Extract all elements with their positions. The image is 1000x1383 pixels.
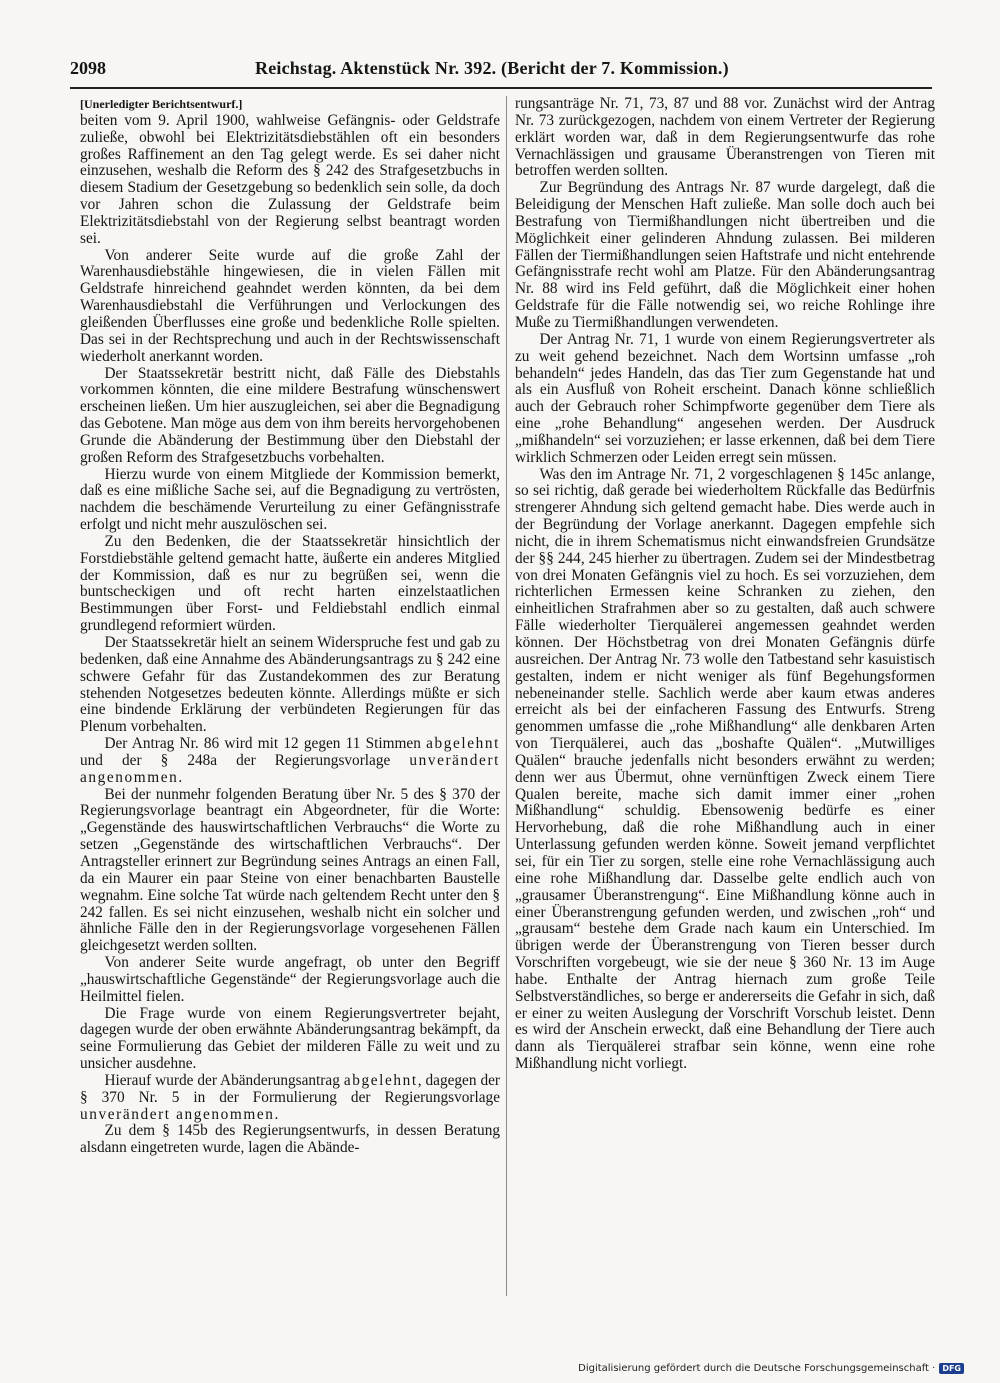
- paragraph: Von anderer Seite wurde angefragt, ob unter den Begriff „hauswirtschaftliche Gegenstände“ der Regierungsvorlage auch die Heilmittel fielen.: [80, 954, 500, 1005]
- vote-paragraph: Der Antrag Nr. 86 wird mit 12 gegen 11 Stimmen abgelehnt und der § 248a der Regierungsvorlage unverändert angenommen.: [80, 735, 500, 786]
- column-divider: [506, 96, 507, 1296]
- paragraph: Die Frage wurde von einem Regierungsvertreter bejaht, dagegen wurde der oben erwähnte Abänderungsantrag bekämpft, da seine Formulierung das Gebiet der milderen Fälle zu weit und zu unsicher ausdehne.: [80, 1004, 500, 1073]
- page-header: [70, 58, 932, 86]
- rejected-paragraph: Hierauf wurde der Abänderungsantrag abgelehnt, dagegen der § 370 Nr. 5 in der Formulierung der Regierungsvorlage unverändert angenommen.: [80, 1071, 500, 1123]
- paragraph: rungsanträge Nr. 71, 73, 87 und 88 vor. Zunächst wird der Antrag Nr. 73 zurückgezogen, nachdem von einem Vertreter der Regierung erklärt worden war, daß in dem Regierungsentwurfe das rohe Vernachlässigen und grausame Überanstrengen von Tieren mit betroffen werden sollten.: [515, 95, 935, 180]
- running-head: Reichstag. Aktenstück Nr. 392. (Bericht der 7. Kommission.): [255, 58, 729, 78]
- spaced-text: unverändert angenommen: [80, 751, 500, 786]
- paragraph: Hierzu wurde von einem Mitgliede der Kommission bemerkt, daß es eine mißliche Sache sei, auf die Begnadigung zu vertrösten, nachdem die beschämende Verurteilung zu einer Gefängnisstrafe erfolgt und nicht mehr auszulöschen sei.: [80, 465, 500, 534]
- paragraph: Zu den Bedenken, die der Staatssekretär hinsichtlich der Forstdiebstähle geltend gemacht hatte, äußerte ein anderes Mitglied der Kommission, daß es nur zu begrüßen sei, wenn die buntscheckigen und oft recht harten einzelstaatlichen Bestimmungen über Forst- und Feldiebstahl endlich einmal grundlegend reformiert würden.: [80, 532, 500, 635]
- right-column: [515, 96, 935, 1073]
- spaced-text: abgelehnt: [343, 1071, 418, 1089]
- spaced-text: unverändert angenommen: [80, 1105, 275, 1123]
- paragraph: Der Staatssekretär hielt an seinem Widerspruche fest und gab zu bedenken, daß eine Annahme des Abänderungsantrags zu § 242 eine schwere Gefahr für das Zustandekommen des zur Beratung stehenden Notgesetzes bedeuten könnte. Allerdings müßte er sich eine bindende Erklärung der verbündeten Regierungen für das Plenum vorbehalten.: [80, 634, 500, 736]
- paragraph: Der Antrag Nr. 71, 1 wurde von einem Regierungsvertreter als zu weit gehend bezeichnet. Nach dem Wortsinn umfasse „roh behandeln“ jedes Handeln, das das Tier zum Gegenstande hat und als ein Ausfluß von Roheit erscheint. Danach könne schließlich auch der Gebrauch roher Schimpfworte gegenüber dem Tiere als eine „rohe Behandlung“ angesehen werden. Der Ausdruck „mißhandeln“ sei vorzuziehen; er lasse erkennen, daß bei dem Tiere wirklich Schmerzen oder Leiden erregt sein müssen.: [515, 330, 935, 466]
- paragraph: Der Staatssekretär bestritt nicht, daß Fälle des Diebstahls vorkommen könnten, die eine mildere Bestrafung wünschenswert erscheinen ließen. Um hier auszugleichen, sei aber die Begnadigung das Gebotene. Man möge aus dem von ihm bereits hervorgehobenen Grunde die Abänderung der Bestimmung über den Diebstahl der großen Reform des Strafgesetzbuchs vorbehalten.: [80, 364, 500, 466]
- digitization-credit: [578, 1363, 964, 1374]
- paragraph: Zu dem § 145b des Regierungsentwurfs, in dessen Beratung alsdann eingetreten wurde, lagen die Abände-: [80, 1122, 500, 1157]
- paragraph: beiten vom 9. April 1900, wahlweise Gefängnis- oder Geldstrafe zuließe, obwohl bei Elektrizitätsdiebstählen oft ein besonders großes Raffinement an den Tag gelegt werde. Es sei daher nicht einzusehen, weshalb die Reform des § 242 des Strafgesetzbuchs in diesem Stadium der Gesetzgebung so bedenklich sein solle, da doch vor Jahren schon die Zulassung der Geldstrafe beim Elektrizitätsdiebstahl von der Regierung selbst beantragt worden sei.: [80, 111, 500, 247]
- draft-label: [Unerledigter Berichtsentwurf.]: [80, 97, 243, 111]
- left-column: [80, 96, 500, 1157]
- paragraph: Bei der nunmehr folgenden Beratung über Nr. 5 des § 370 der Regierungsvorlage beantragt ein Abgeordneter, für die Worte: „Gegenstände des hauswirtschaftlichen Verbrauchs“ die Worte zu setzen „Gegenstände des wirtschaftlichen Verbrauchs“. Der Antragsteller erinnert zur Begründung seines Antrags an einen Fall, da ein Maurer ein paar Steine von einer benachbarten Baustelle wegnahm. Eine solche Tat würde nach geltendem Recht unter den § 242 fallen. Es sei nicht einzusehen, weshalb nicht ein solcher und ähnliche Fälle den in der Regierungsvorlage vorgesehenen Fällen gleichgesetzt werden sollten.: [80, 785, 500, 955]
- page-number: 2098: [70, 58, 106, 78]
- paragraph: Zur Begründung des Antrags Nr. 87 wurde dargelegt, daß die Beleidigung der Menschen Haft zuließe. Man solle doch auch bei Bestrafung von Tiermißhandlungen nicht übertreiben und die Möglichkeit einer gelinderen Ahndung zulassen. Bei milderen Fällen der Tiermißhandlungen seien Haftstrafe und nicht entehrende Gefängnisstrafe recht wohl am Platze. Für den Abänderungsantrag Nr. 88 wird ins Feld geführt, daß die Möglichkeit einer hohen Geldstrafe für die Fälle notwendig sei, wo reiche Rohlinge ihre Muße zu Tiermißhandlungen verwendeten.: [515, 179, 935, 331]
- spaced-text: abgelehnt: [426, 735, 500, 753]
- dfg-logo-icon: DFG: [939, 1363, 964, 1374]
- credit-text: Digitalisierung gefördert durch die Deutsche Forschungsgemeinschaft ·: [578, 1363, 936, 1374]
- paragraph: Was den im Antrage Nr. 71, 2 vorgeschlagenen § 145c anlange, so sei richtig, daß gerade bei wiederholtem Rückfalle das Bedürfnis strengerer Ahndung sich geltend gemacht habe. Dies werde auch in der Begründung der Vorlage anerkannt. Dagegen empfehle sich nicht, die in ihrem Schematismus nicht einwandsfreien Grundsätze der §§ 244, 245 hierher zu übertragen. Zudem sei der Mindestbetrag von drei Monaten Gefängnis viel zu hoch. Es sei vorzuziehen, dem richterlichen Ermessen keine Schranken zu ziehen, den einheitlichen Strafrahmen aber so zu gestalten, daß auch schwere Fälle wiederholter Tierquälerei angemessen geahndet werden können. Der Höchstbetrag von drei Monaten Gefängnis dürfe ausreichen. Der Antrag Nr. 73 wolle den Tatbestand sehr kasuistisch gestalten, indem er nicht weniger als fünf Begehungsformen nebeneinander stelle. Sachlich werde aber kaum etwas anderes erreicht als bei der einfacheren Fassung des Entwurfs. Streng genommen umfasse die „rohe Mißhandlung“ alle denkbaren Arten von Tierquälerei, auch das „boshafte Quälen“. „Mutwilliges Quälen“ brauche jedenfalls nicht besonders erwähnt zu werden; denn wer aus Übermut, ohne vernünftigen Zweck einem Tiere Qualen bereite, mache sich damit immer einer „rohen Mißhandlung“ schuldig. Ebensowenig bedürfe es einer Hervorhebung, daß die rohe Mißhandlung auch in einer Unterlassung gefunden werden könne. Soweit jemand verpflichtet sei, für ein Tier zu sorgen, stelle eine rohe Vernachlässigung auch eine rohe Mißhandlung dar. Dasselbe gelte endlich auch von „grausamer Überanstrengung“. Eine Mißhandlung könne auch in einer Überanstrengung gefunden werden, und zwischen „roh“ und „grausam“ bestehe dem Grade nach kaum ein Unterschied. Im übrigen werde der Überanstrengung von Tieren besser durch Vorschriften vorgebeugt, wie sie der neue § 360 Nr. 13 im Auge habe. Enthalte der Antrag hiernach zum große Teile Selbstverständliches, so berge er andererseits die Gefahr in sich, daß er einer zu weiten Auslegung der Vorschrift Vorschub leistet. Denn es wird der Anschein erweckt, daß eine Behandlung der Tiere auch dann als Tierquälerei strafbar sein könne, wenn eine rohe Mißhandlung nicht vorliegt.: [515, 465, 935, 1073]
- header-rule: [70, 87, 932, 89]
- paragraph: Von anderer Seite wurde auf die große Zahl der Warenhausdiebstähle hingewiesen, die in vielen Fällen mit Geldstrafe hinreichend geahndet werden könnten, da bei dem Warenhausdiebstahl die Verführungen und Verlockungen des gleißenden Überflusses eine große und bedenkliche Rolle spielten. Das sei in der Rechtsprechung und auch in der Rechtswissenschaft wiederholt anerkannt worden.: [80, 246, 500, 365]
